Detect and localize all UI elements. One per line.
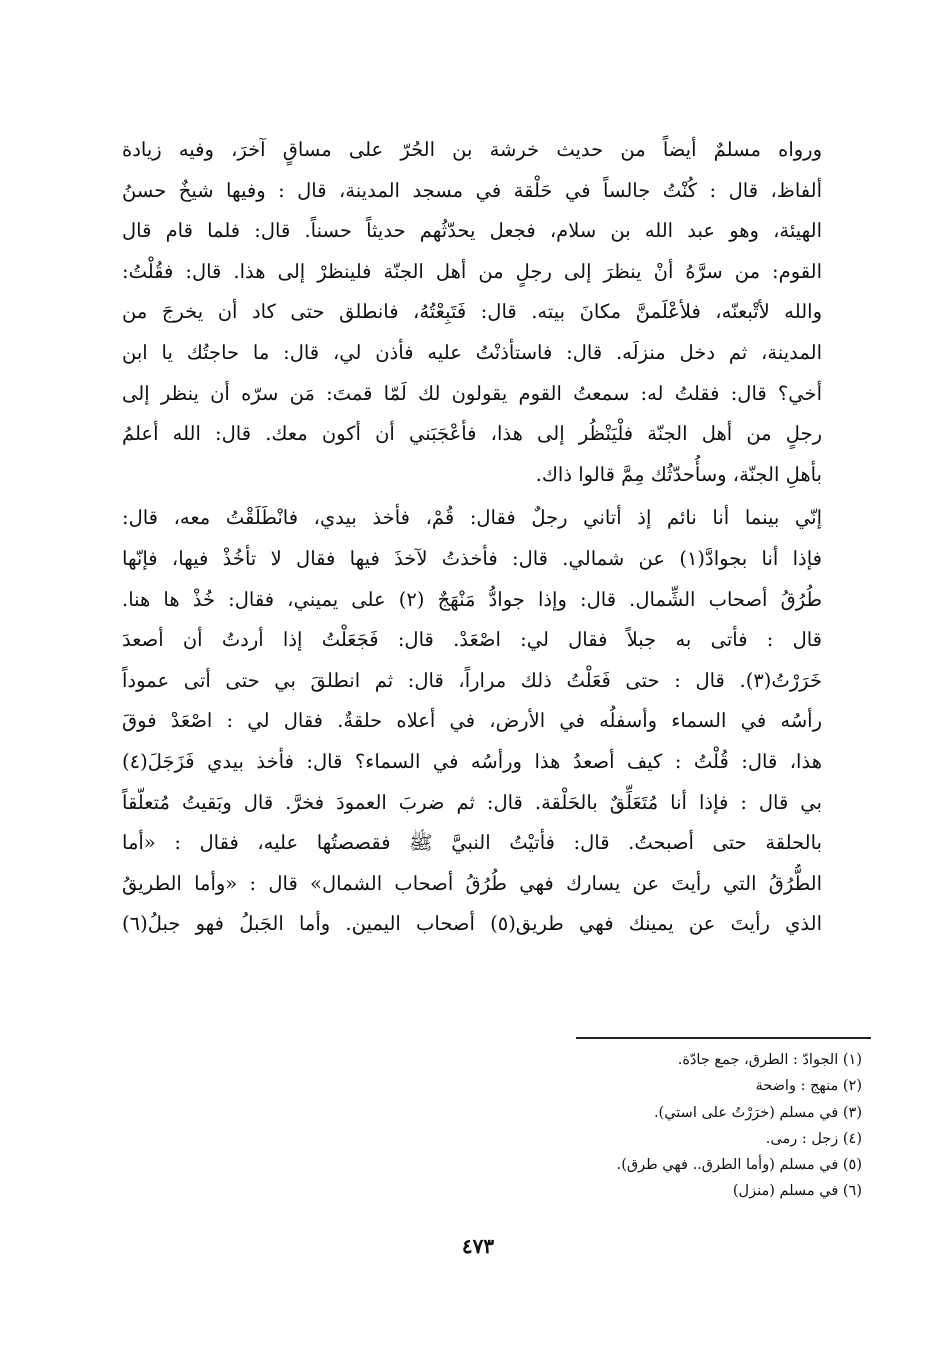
text-line: خَرَرْتُ(٣). قال : حتى فَعَلْتُ ذلك مراراً، قال: ثم انطلقَ بي حتى أتى عموداً — [122, 668, 822, 692]
text-line: طُرُقُ أصحاب الشِّمال. قال: وإذا جوادُّ مَنْهَجٌ (٢) على يميني، فقال: خُذْ ها هنا. — [122, 587, 822, 611]
text-line: قال : فأتى به جبلاً فقال لي: اصْعَدْ. قال: فَجَعَلْتُ إذا أردتُ أن أصعدَ — [122, 628, 822, 652]
text-line: رأسُه في السماء وأسفلُه في الأرض، في أعلاه حلقةٌ. فقال لي : اصْعَدْ فوقَ — [122, 709, 822, 733]
text-line: أخي؟ قال: فقلتُ له: سمعتُ القوم يقولون لك لَمّا قمتَ: مَن سرّه أن ينظر إلى — [122, 381, 822, 405]
main-text — [122, 130, 822, 945]
page-number: ٤٧٣ — [461, 1234, 495, 1258]
text-line: رجلٍ من أهل الجنّة فلْيَنْظُر إلى هذا، فأعْجَبَني أن أكون معك. قال: الله أعلمُ — [122, 422, 822, 446]
text-line: ورواه مسلمٌ أيضاً من حديث خرشة بن الحُرّ على مساقٍ آخرَ، وفيه زيادة — [122, 138, 822, 161]
text-line: الهيئة، وهو عبد الله بن سلام، فجعل يحدّثُهم حديثاً حسناً. قال: فلما قام قال — [122, 219, 822, 243]
text-line: والله لأتْبعنّه، فلأعْلَمنَّ مكانَ بيته. قال: فَتَبِعْتُهُ، فانطلق حتى كاد أن يخرجَ من — [122, 300, 822, 324]
text-line: المدينة، ثم دخل منزلَه. قال: فاستأذنْتُ عليه فأذن لي، قال: ما حاجتُك يا ابن — [122, 340, 822, 364]
paragraph-1 — [122, 130, 822, 495]
footnote-item: (٥) في مسلم (وأما الطرق.. فهي طرق). — [616, 1157, 862, 1174]
footnote-item: (١) الجوادّ : الطرق، جمع جادّة. — [677, 1052, 862, 1068]
text-line: إنّي بينما أنا نائم إذ أتاني رجلٌ فقال: قُمْ، فأخذ بيدي، فانْطَلَقْتُ معه، قال: — [122, 506, 822, 530]
footnotes — [562, 1047, 862, 1205]
footnote-item: (٣) في مسلم (خرَرْتُ على استي). — [653, 1104, 862, 1121]
footnote-item: (٤) زجل : رمى. — [765, 1130, 862, 1147]
footnote-divider — [576, 1037, 871, 1039]
text-line: بي قال : فإذا أنا مُتَعَلِّقٌ بالحَلْقة. قال: ثم ضربَ العمودَ فخرَّ. قال وبَقيتُ مُتعلّقاً — [122, 790, 822, 814]
text-line: الذي رأيتَ عن يمينك فهي طريق(٥) أصحاب اليمين. وأما الجَبلُ فهو جبلُ(٦) — [122, 912, 822, 936]
paragraph-2 — [122, 498, 822, 945]
footnote-item: (٦) في مسلم (منزل) — [732, 1183, 862, 1200]
text-line: ألفاظ، قال : كُنْتُ جالساً في حَلْقة في مسجد المدينة، قال : وفيها شيخٌ حسنُ — [122, 178, 822, 202]
text-line: فإذا أنا بجوادَّ(١) عن شمالي. قال: فأخذتُ لآخذَ فيها فقال لا تأخُذْ فيها، فإنّها — [122, 546, 822, 570]
text-line: بالحلقة حتى أصبحتُ. قال: فأتيْتُ النبيَّ ﷺ فقصصتُها عليه، فقال : «أما — [122, 831, 822, 855]
footnote-item: (٢) منهج : واضحة — [755, 1078, 862, 1095]
text-line: الطُّرُقُ التي رأيتَ عن يسارك فهي طُرُقُ أصحاب الشمال» قال : «وأما الطريقُ — [122, 871, 822, 895]
text-line: القوم: من سرَّهُ أنْ ينظرَ إلى رجلٍ من أهل الجنّة فلينظرْ إلى هذا. قال: فقُلْتُ: — [122, 259, 822, 283]
text-line: بأهلِ الجنّة، وسأُحدّثُك مِمَّ قالوا ذاك. — [535, 462, 822, 486]
text-line: هذا، قال: قُلْتُ : كيف أصعدُ هذا ورأسُه في السماء؟ قال: فأخذ بيدي فَزَجَلَ(٤) — [122, 749, 822, 773]
